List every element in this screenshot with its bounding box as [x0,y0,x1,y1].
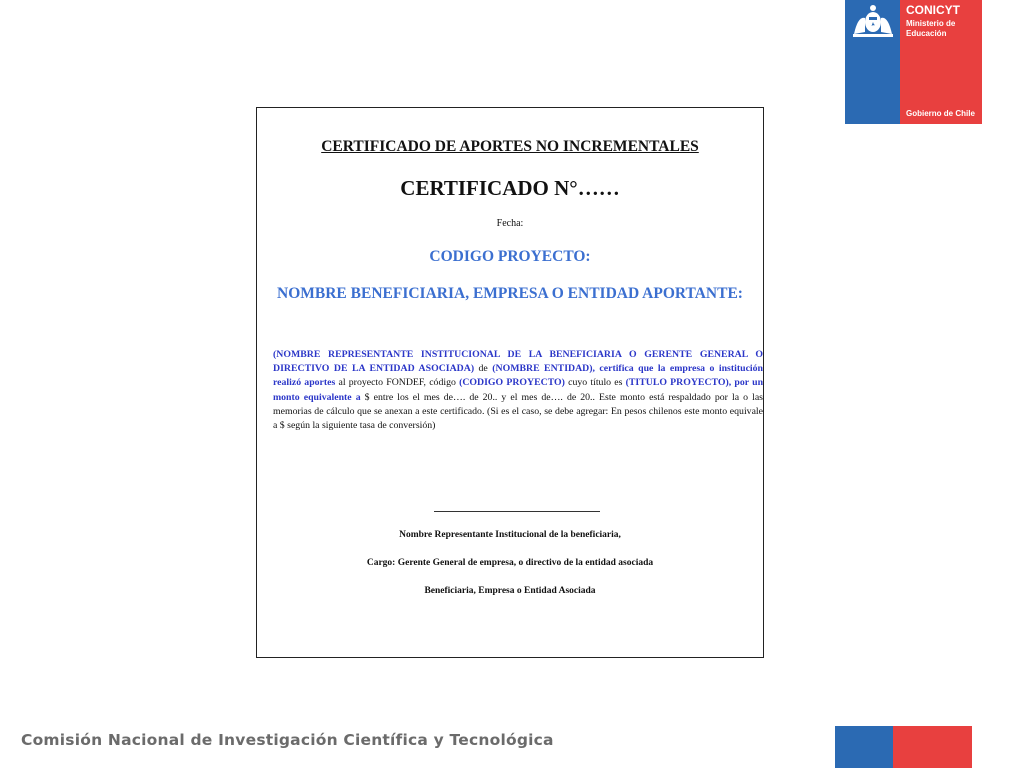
body-text-rest: $ entre los el mes de…. de 20.. y el mes de…. de 20.. Este monto está respaldado por la o las memorias de cálculo que se anexan a este certificado. (Si es el caso, se debe agregar: En pesos chilenos este monto equivale a $ según la siguiente tasa de conversión) [273,391,763,432]
certificate-number: CERTIFICADO N°…… [400,176,620,200]
beneficiary-name-heading: NOMBRE BENEFICIARIA, EMPRESA O ENTIDAD APORTANTE: [277,285,743,302]
certificate-body [273,348,763,433]
project-code-heading: CODIGO PROYECTO: [429,248,591,265]
logo-blue-panel [845,0,900,124]
body-project-title: (TITULO PROYECTO), por un monto equivalente a [273,377,764,403]
chile-coat-of-arms-icon [850,4,896,40]
signature-position: Cargo: Gerente General de empresa, o directivo de la entidad asociada [366,558,654,568]
signature-entity: Beneficiaria, Empresa o Entidad Asociada [424,586,596,596]
body-text-de: de [474,363,493,375]
conicyt-logo [845,0,982,124]
body-text-project: al proyecto FONDEF, código [335,377,460,389]
footer-flag-red [893,726,972,768]
certificate-frame [256,107,764,658]
signature-line [434,511,600,512]
certificate-title: CERTIFICADO DE APORTES NO INCREMENTALES [321,138,699,155]
body-project-code: (CODIGO PROYECTO) [459,377,565,389]
logo-title: CONICYT [906,3,960,17]
body-representative: (NOMBRE REPRESENTANTE INSTITUCIONAL DE LA BENEFICIARIA O GERENTE GENERAL O DIRECTIVO DE LA ENTIDAD ASOCIADA) [273,349,763,375]
logo-subtitle: Ministerio de Educación [906,19,956,38]
certificate-date-label: Fecha: [496,218,524,229]
logo-red-panel [900,0,982,124]
body-entity: (NOMBRE ENTIDAD), certifica que la empresa o institución realizó aportes [273,363,763,389]
logo-gobierno: Gobierno de Chile [906,109,975,118]
signature-name: Nombre Representante Institucional de la beneficiaria, [399,530,621,540]
footer-flag-blue [835,726,893,768]
body-text-title: cuyo título es [564,377,626,389]
footer-organization: Comisión Nacional de Investigación Científica y Tecnológica [21,731,554,749]
footer-flag-bar [835,726,972,768]
